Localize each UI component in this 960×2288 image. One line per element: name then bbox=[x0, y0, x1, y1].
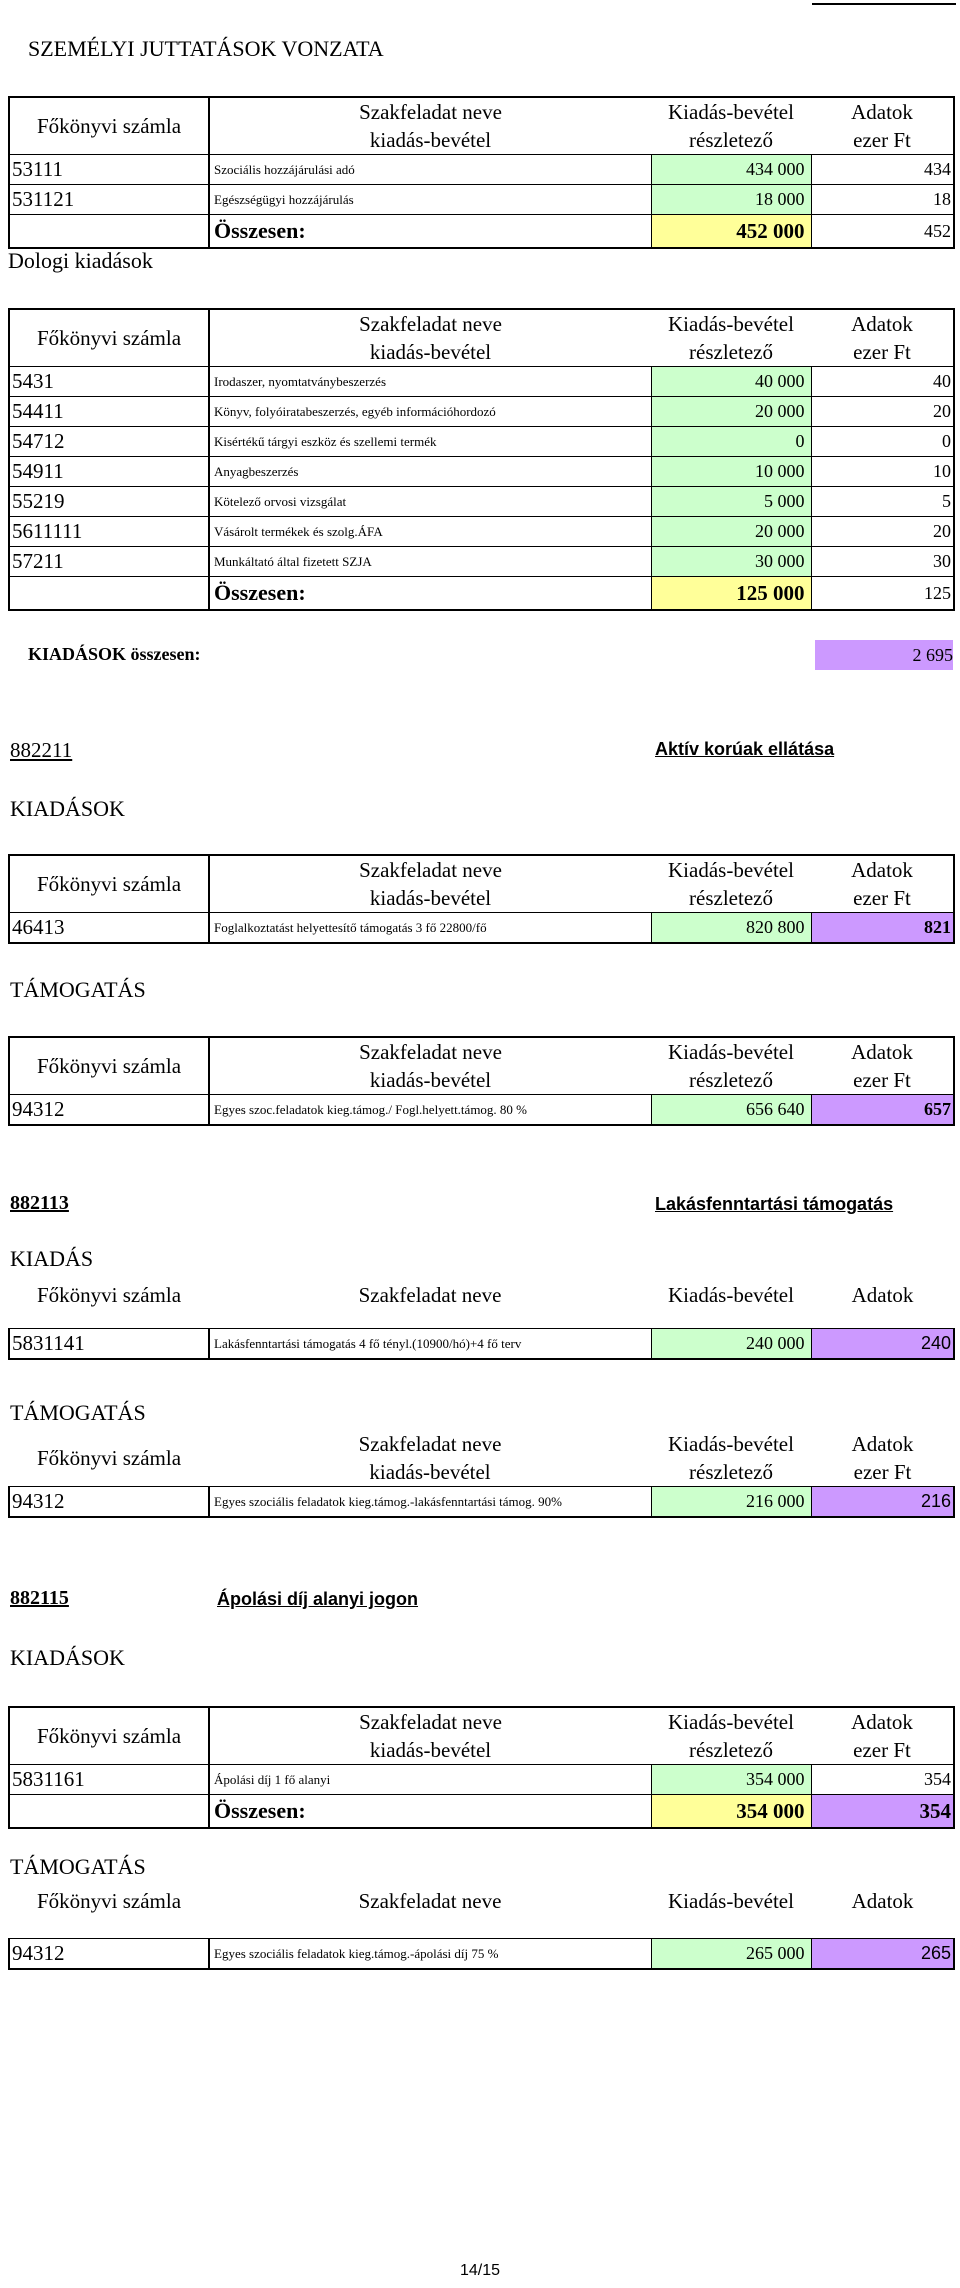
header-szakfeladat: Szakfeladat neve kiadás-bevétel bbox=[359, 858, 502, 910]
table-row bbox=[9, 1939, 954, 1970]
sum-label: Összesen: bbox=[209, 1795, 651, 1829]
page-number: 14/15 bbox=[459, 2262, 501, 2279]
table-row bbox=[9, 1487, 954, 1518]
kiadas-label: KIADÁS bbox=[10, 1246, 94, 1271]
row-name: Anyagbeszerzés bbox=[209, 457, 651, 487]
row-detail: 216 000 bbox=[651, 1487, 811, 1518]
sum-row bbox=[9, 577, 954, 611]
row-value: 216 bbox=[811, 1487, 954, 1518]
header-fokonyvi: Főkönyvi számla bbox=[36, 1446, 182, 1470]
row-name: Foglalkoztatást helyettesítő támogatás 3 fő 22800/fő bbox=[209, 913, 651, 944]
table-header bbox=[9, 1280, 954, 1310]
table-row bbox=[9, 547, 954, 577]
tamogatas-label: TÁMOGATÁS bbox=[10, 1400, 146, 1425]
table-header bbox=[9, 1037, 954, 1095]
table-szemelyi bbox=[8, 96, 955, 249]
header-fokonyvi: Főkönyvi számla bbox=[9, 1037, 209, 1095]
header-adatok: Adatok ezer Ft bbox=[851, 1710, 913, 1762]
row-name: Ápolási díj 1 fő alanyi bbox=[209, 1765, 651, 1795]
row-detail: 0 bbox=[651, 427, 811, 457]
table-lakas-tamogatas bbox=[8, 1430, 955, 1518]
section-code: 882115 bbox=[10, 1587, 69, 1609]
row-name: Lakásfenntartási támogatás 4 fő tényl.(10900/hó)+4 fő terv bbox=[209, 1329, 651, 1360]
row-name: Munkáltató által fizetett SZJA bbox=[209, 547, 651, 577]
row-value: 434 bbox=[811, 155, 954, 185]
row-detail: 10 000 bbox=[651, 457, 811, 487]
row-code: 94312 bbox=[9, 1487, 209, 1518]
header-adatok: Adatok bbox=[851, 1283, 914, 1307]
sum-label: Összesen: bbox=[209, 215, 651, 249]
row-code: 54712 bbox=[9, 427, 209, 457]
header-adatok: Adatok ezer Ft bbox=[851, 312, 913, 364]
row-code: 57211 bbox=[9, 547, 209, 577]
header-kiadas-bevetel: Kiadás-bevétel részletező bbox=[668, 100, 794, 152]
row-detail: 656 640 bbox=[651, 1095, 811, 1126]
row-detail: 18 000 bbox=[651, 185, 811, 215]
row-detail: 30 000 bbox=[651, 547, 811, 577]
table-lakas-kiadas bbox=[8, 1280, 955, 1360]
row-code: 94312 bbox=[9, 1095, 209, 1126]
header-szakfeladat: Szakfeladat neve kiadás-bevétel bbox=[359, 312, 502, 364]
header-kiadas-bevetel: Kiadás-bevétel részletező bbox=[668, 312, 794, 364]
table-row bbox=[9, 155, 954, 185]
table-apolasi-kiadas bbox=[8, 1706, 955, 1829]
table-row bbox=[9, 487, 954, 517]
header-adatok: Adatok ezer Ft bbox=[851, 1040, 913, 1092]
sum-value: 125 bbox=[811, 577, 954, 611]
table-aktiv-tamogatas bbox=[8, 1036, 955, 1126]
kiadasok-label: KIADÁSOK bbox=[10, 1645, 125, 1670]
header-adatok: Adatok ezer Ft bbox=[851, 1432, 914, 1484]
sum-label: Összesen: bbox=[209, 577, 651, 611]
table-header bbox=[9, 1707, 954, 1765]
row-code: 94312 bbox=[9, 1939, 209, 1970]
section-title: Aktív korúak ellátása bbox=[655, 739, 835, 759]
table-row bbox=[9, 185, 954, 215]
table-row bbox=[9, 517, 954, 547]
section-code: 882211 bbox=[10, 738, 73, 762]
row-value: 657 bbox=[811, 1095, 954, 1126]
header-fokonyvi: Főkönyvi számla bbox=[9, 309, 209, 367]
kiadasok-osszesen-value: 2 695 bbox=[815, 640, 953, 670]
header-fokonyvi: Főkönyvi számla bbox=[9, 1707, 209, 1765]
row-name: Egyes szociális feladatok kieg.támog.-ápolási díj 75 % bbox=[209, 1939, 651, 1970]
row-value: 821 bbox=[811, 913, 954, 944]
row-code: 53111 bbox=[9, 155, 209, 185]
table-header bbox=[9, 1430, 954, 1487]
row-name: Egyes szoc.feladatok kieg.támog./ Fogl.helyett.támog. 80 % bbox=[209, 1095, 651, 1126]
row-value: 10 bbox=[811, 457, 954, 487]
table-row bbox=[9, 367, 954, 397]
row-code: 46413 bbox=[9, 913, 209, 944]
row-name: Egészségügyi hozzájárulás bbox=[209, 185, 651, 215]
row-name: Vásárolt termékek és szolg.ÁFA bbox=[209, 517, 651, 547]
row-name: Szociális hozzájárulási adó bbox=[209, 155, 651, 185]
row-code: 5831141 bbox=[9, 1329, 209, 1360]
section-title: Ápolási díj alanyi jogon bbox=[217, 1589, 419, 1609]
header-kiadas-bevetel: Kiadás-bevétel részletező bbox=[668, 1040, 794, 1092]
header-kiadas-bevetel: Kiadás-bevétel bbox=[668, 1889, 794, 1913]
header-fokonyvi: Főkönyvi számla bbox=[9, 97, 209, 155]
sum-row bbox=[9, 1795, 954, 1829]
table-dologi bbox=[8, 308, 955, 611]
row-value: 20 bbox=[811, 397, 954, 427]
row-code: 531121 bbox=[9, 185, 209, 215]
kiadasok-label: KIADÁSOK bbox=[10, 796, 125, 821]
header-fokonyvi: Főkönyvi számla bbox=[9, 855, 209, 913]
row-code: 5611111 bbox=[9, 517, 209, 547]
header-kiadas-bevetel: Kiadás-bevétel részletező bbox=[668, 1432, 794, 1484]
header-kiadas-bevetel: Kiadás-bevétel részletező bbox=[668, 1710, 794, 1762]
header-szakfeladat: Szakfeladat neve kiadás-bevétel bbox=[359, 1710, 502, 1762]
table-row bbox=[9, 913, 954, 944]
row-name: Egyes szociális feladatok kieg.támog.-lakásfenntartási támog. 90% bbox=[209, 1487, 651, 1518]
sum-row bbox=[9, 215, 954, 249]
tamogatas-label: TÁMOGATÁS bbox=[10, 1854, 146, 1879]
sum-detail: 125 000 bbox=[651, 577, 811, 611]
header-fokonyvi: Főkönyvi számla bbox=[36, 1283, 182, 1307]
row-value: 265 bbox=[811, 1939, 954, 1970]
header-szakfeladat: Szakfeladat neve kiadás-bevétel bbox=[359, 1040, 502, 1092]
row-value: 20 bbox=[811, 517, 954, 547]
table-header bbox=[9, 309, 954, 367]
table-row bbox=[9, 1765, 954, 1795]
row-code: 5431 bbox=[9, 367, 209, 397]
header-szakfeladat: Szakfeladat neve kiadás-bevétel bbox=[359, 100, 502, 152]
row-value: 5 bbox=[811, 487, 954, 517]
section-code: 882113 bbox=[10, 1192, 69, 1214]
row-value: 30 bbox=[811, 547, 954, 577]
table-row bbox=[9, 457, 954, 487]
row-value: 240 bbox=[811, 1329, 954, 1360]
table-aktiv-kiadas bbox=[8, 854, 955, 944]
table-row bbox=[9, 1329, 954, 1360]
table-row bbox=[9, 427, 954, 457]
sum-detail: 354 000 bbox=[651, 1795, 811, 1829]
row-detail: 265 000 bbox=[651, 1939, 811, 1970]
row-value: 40 bbox=[811, 367, 954, 397]
header-kiadas-bevetel: Kiadás-bevétel bbox=[668, 1283, 794, 1307]
header-szakfeladat: Szakfeladat neve bbox=[358, 1283, 502, 1307]
row-name: Könyv, folyóiratabeszerzés, egyéb információhordozó bbox=[209, 397, 651, 427]
sum-detail: 452 000 bbox=[651, 215, 811, 249]
sum-value: 452 bbox=[811, 215, 954, 249]
row-detail: 20 000 bbox=[651, 397, 811, 427]
row-name: Kötelező orvosi vizsgálat bbox=[209, 487, 651, 517]
header-adatok: Adatok ezer Ft bbox=[851, 100, 913, 152]
header-szakfeladat: Szakfeladat neve kiadás-bevétel bbox=[358, 1432, 502, 1484]
section-title: Lakásfenntartási támogatás bbox=[655, 1194, 894, 1214]
top-rule bbox=[812, 3, 956, 5]
table-header bbox=[9, 1886, 954, 1916]
table-header bbox=[9, 855, 954, 913]
row-name: Kisértékű tárgyi eszköz és szellemi termék bbox=[209, 427, 651, 457]
header-szakfeladat: Szakfeladat neve bbox=[358, 1889, 502, 1913]
row-detail: 240 000 bbox=[651, 1329, 811, 1360]
table-header bbox=[9, 97, 954, 155]
page-title: SZEMÉLYI JUTTATÁSOK VONZATA bbox=[28, 36, 384, 61]
header-kiadas-bevetel: Kiadás-bevétel részletező bbox=[668, 858, 794, 910]
row-code: 54911 bbox=[9, 457, 209, 487]
row-detail: 820 800 bbox=[651, 913, 811, 944]
row-detail: 354 000 bbox=[651, 1765, 811, 1795]
row-detail: 20 000 bbox=[651, 517, 811, 547]
header-fokonyvi: Főkönyvi számla bbox=[36, 1889, 182, 1913]
table-row bbox=[9, 397, 954, 427]
row-code: 55219 bbox=[9, 487, 209, 517]
row-detail: 434 000 bbox=[651, 155, 811, 185]
table-apolasi-tamogatas bbox=[8, 1886, 955, 1970]
header-adatok: Adatok ezer Ft bbox=[851, 858, 913, 910]
table-row bbox=[9, 1095, 954, 1126]
row-value: 354 bbox=[811, 1765, 954, 1795]
row-code: 5831161 bbox=[9, 1765, 209, 1795]
sum-value: 354 bbox=[811, 1795, 954, 1829]
row-code: 54411 bbox=[9, 397, 209, 427]
tamogatas-label: TÁMOGATÁS bbox=[10, 977, 146, 1002]
header-adatok: Adatok bbox=[851, 1889, 914, 1913]
row-detail: 40 000 bbox=[651, 367, 811, 397]
dologi-label: Dologi kiadások bbox=[8, 248, 153, 273]
row-value: 18 bbox=[811, 185, 954, 215]
row-value: 0 bbox=[811, 427, 954, 457]
kiadasok-osszesen-label: KIADÁSOK összesen: bbox=[28, 644, 201, 664]
row-detail: 5 000 bbox=[651, 487, 811, 517]
row-name: Irodaszer, nyomtatványbeszerzés bbox=[209, 367, 651, 397]
